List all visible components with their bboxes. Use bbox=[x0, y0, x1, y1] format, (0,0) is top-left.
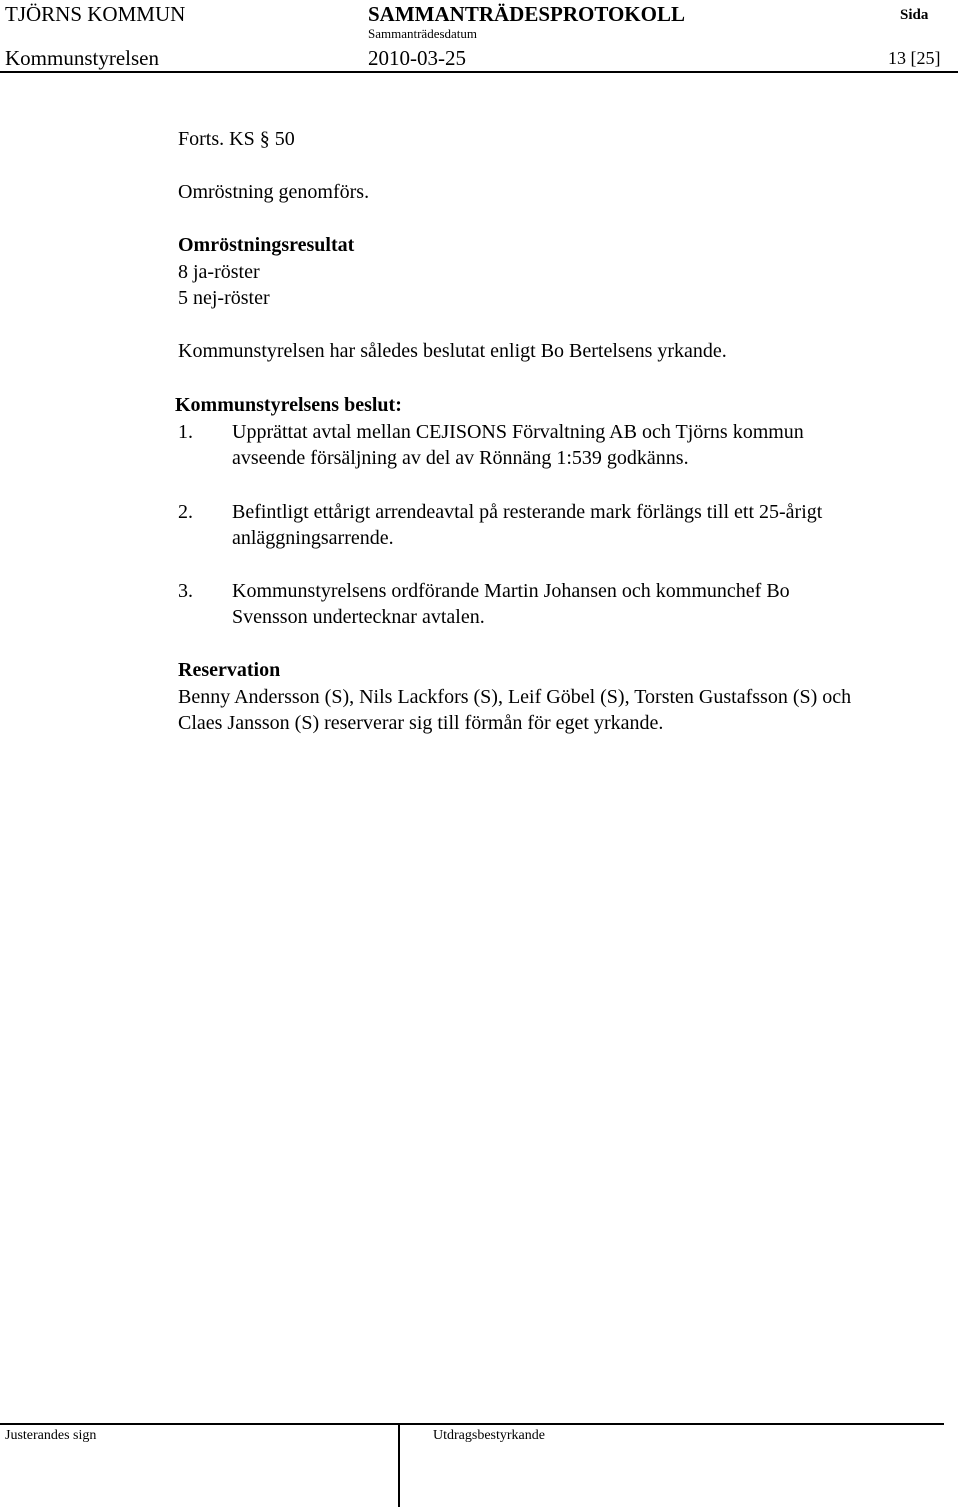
decision-text-line: Svensson undertecknar avtalen. bbox=[232, 606, 485, 628]
decision-number: 3. bbox=[178, 580, 193, 602]
decision-text-line: avseende försäljning av del av Rönnäng 1:539 godkänns. bbox=[232, 447, 689, 469]
date-label: Sammanträdesdatum bbox=[368, 26, 478, 41]
decision-text-line: anläggningsarrende. bbox=[232, 527, 394, 549]
decision-text-line: Upprättat avtal mellan CEJISONS Förvaltning AB och Tjörns kommun bbox=[232, 421, 804, 443]
footer-divider bbox=[0, 1423, 944, 1425]
meeting-date: 2010-03-25 bbox=[368, 46, 466, 70]
decision-number: 2. bbox=[178, 501, 193, 523]
page-label: Sida bbox=[900, 7, 929, 23]
reservation-text-line: Benny Andersson (S), Nils Lackfors (S), Leif Göbel (S), Torsten Gustafsson (S) och bbox=[178, 686, 852, 708]
header-divider bbox=[0, 71, 958, 73]
document-type-title: SAMMANTRÄDESPROTOKOLL bbox=[368, 2, 685, 26]
governing-body: Kommunstyrelsen bbox=[5, 46, 159, 70]
organization-name: TJÖRNS KOMMUN bbox=[5, 2, 186, 26]
decision-text-line: Kommunstyrelsens ordförande Martin Johansen och kommunchef Bo bbox=[232, 580, 790, 602]
page-number: 13 [25] bbox=[888, 48, 941, 68]
decision-heading: Kommunstyrelsens beslut: bbox=[175, 394, 402, 416]
signature-label: Justerandes sign bbox=[5, 1428, 97, 1443]
votes-no: 5 nej-röster bbox=[178, 287, 270, 309]
section-continuation: Forts. KS § 50 bbox=[178, 128, 295, 150]
reservation-heading: Reservation bbox=[178, 659, 281, 681]
footer-column-divider bbox=[398, 1423, 400, 1507]
vote-statement: Omröstning genomförs. bbox=[178, 181, 370, 203]
decision-text-line: Befintligt ettårigt arrendeavtal på resterande mark förlängs till ett 25-årigt bbox=[232, 501, 823, 523]
votes-yes: 8 ja-röster bbox=[178, 261, 260, 283]
reservation-text-line: Claes Jansson (S) reserverar sig till förmån för eget yrkande. bbox=[178, 712, 664, 734]
vote-result-heading: Omröstningsresultat bbox=[178, 234, 355, 256]
conclusion-text: Kommunstyrelsen har således beslutat enligt Bo Bertelsens yrkande. bbox=[178, 340, 727, 362]
certification-label: Utdragsbestyrkande bbox=[433, 1428, 545, 1443]
decision-number: 1. bbox=[178, 421, 193, 443]
